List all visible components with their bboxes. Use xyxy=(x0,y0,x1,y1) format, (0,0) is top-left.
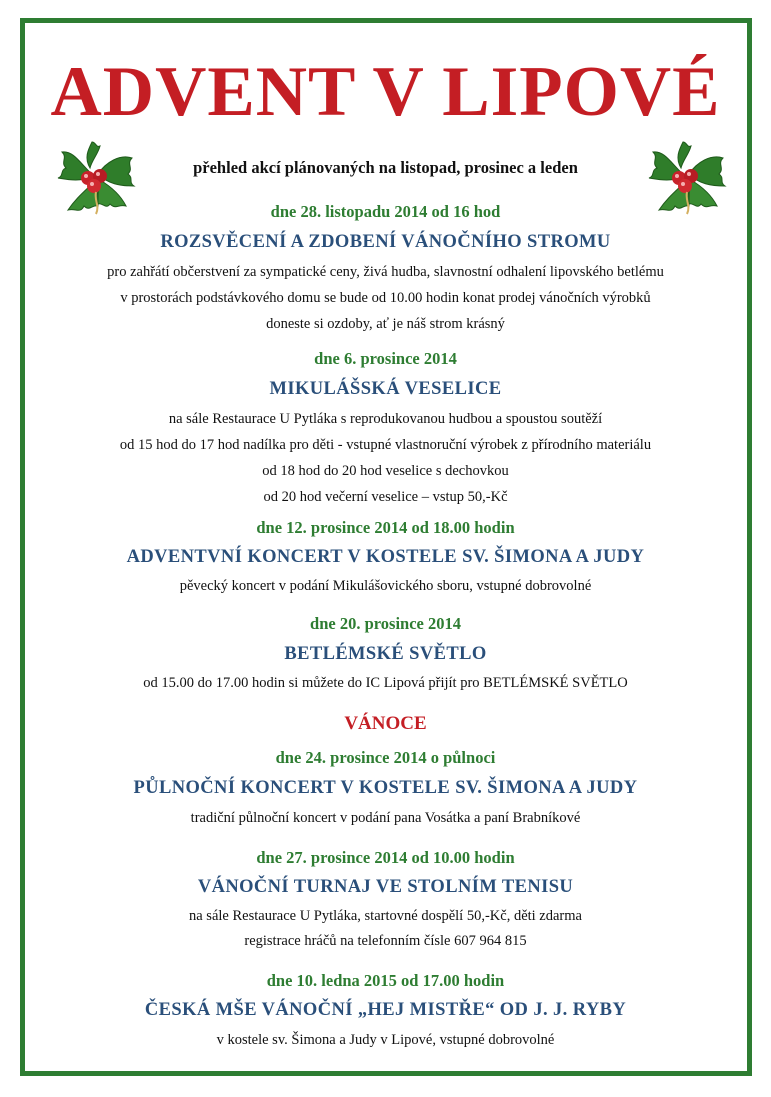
page-subtitle: přehled akcí plánovaných na listopad, prosinec a leden xyxy=(193,158,578,177)
event-date: dne 12. prosince 2014 od 18.00 hodin xyxy=(256,518,515,537)
event-description: na sále Restaurace U Pytláka, startovné dospělí 50,-Kč, děti zdarma xyxy=(189,908,582,924)
event-description: od 15 hod do 17 hod nadílka pro děti - vstupné vlastnoruční výrobek z přírodního materiálu xyxy=(119,437,652,453)
event-title: BETLÉMSKÉ SVĚTLO xyxy=(284,644,487,664)
event-title: ČESKÁ MŠE VÁNOČNÍ „HEJ MISTŘE“ OD J. J. RYBY xyxy=(144,1000,627,1020)
event-description: tradiční půlnoční koncert v podání pana Vosátka a paní Brabníkové xyxy=(190,810,581,826)
event-description: v kostele sv. Šimona a Judy v Lipové, vstupné dobrovolné xyxy=(216,1032,555,1048)
event-description: od 18 hod do 20 hod veselice s dechovkou xyxy=(262,463,509,479)
event-date: dne 20. prosince 2014 xyxy=(310,614,461,633)
event-description: od 20 hod večerní veselice – vstup 50,-Kč xyxy=(263,489,508,505)
event-title: VÁNOČNÍ TURNAJ VE STOLNÍM TENISU xyxy=(197,877,574,897)
event-description: pro zahřátí občerstvení za sympatické ceny, živá hudba, slavnostní odhalení lipovského betlému xyxy=(107,264,664,280)
event-description: doneste si ozdoby, ať je náš strom krásný xyxy=(266,316,505,332)
event-title: PŮLNOČNÍ KONCERT V KOSTELE SV. ŠIMONA A JUDY xyxy=(133,778,638,798)
event-description: pěvecký koncert v podání Mikulášovického sboru, vstupné dobrovolné xyxy=(179,578,592,594)
event-description: na sále Restaurace U Pytláka s reprodukovanou hudbou a spoustou soutěží xyxy=(168,411,603,427)
event-date: dne 27. prosince 2014 od 10.00 hodin xyxy=(256,848,515,867)
event-description: v prostorách podstávkového domu se bude od 10.00 hodin konat prodej vánočních výrobků xyxy=(120,290,651,306)
section-heading: VÁNOCE xyxy=(344,713,427,734)
event-description: od 15.00 do 17.00 hodin si můžete do IC Lipová přijít pro BETLÉMSKÉ SVĚTLO xyxy=(143,675,628,691)
event-date: dne 24. prosince 2014 o půlnoci xyxy=(275,748,496,767)
event-description: registrace hráčů na telefonním čísle 607 964 815 xyxy=(244,933,527,949)
event-title: ADVENTVNÍ KONCERT V KOSTELE SV. ŠIMONA A JUDY xyxy=(126,547,645,567)
event-title: MIKULÁŠSKÁ VESELICE xyxy=(269,379,502,399)
event-date: dne 10. ledna 2015 od 17.00 hodin xyxy=(266,971,505,990)
event-date: dne 6. prosince 2014 xyxy=(314,349,457,368)
page-title: ADVENT V LIPOVÉ xyxy=(50,53,721,131)
event-date: dne 28. listopadu 2014 od 16 hod xyxy=(270,202,501,221)
event-title: ROZSVĚCENÍ A ZDOBENÍ VÁNOČNÍHO STROMU xyxy=(160,232,611,252)
